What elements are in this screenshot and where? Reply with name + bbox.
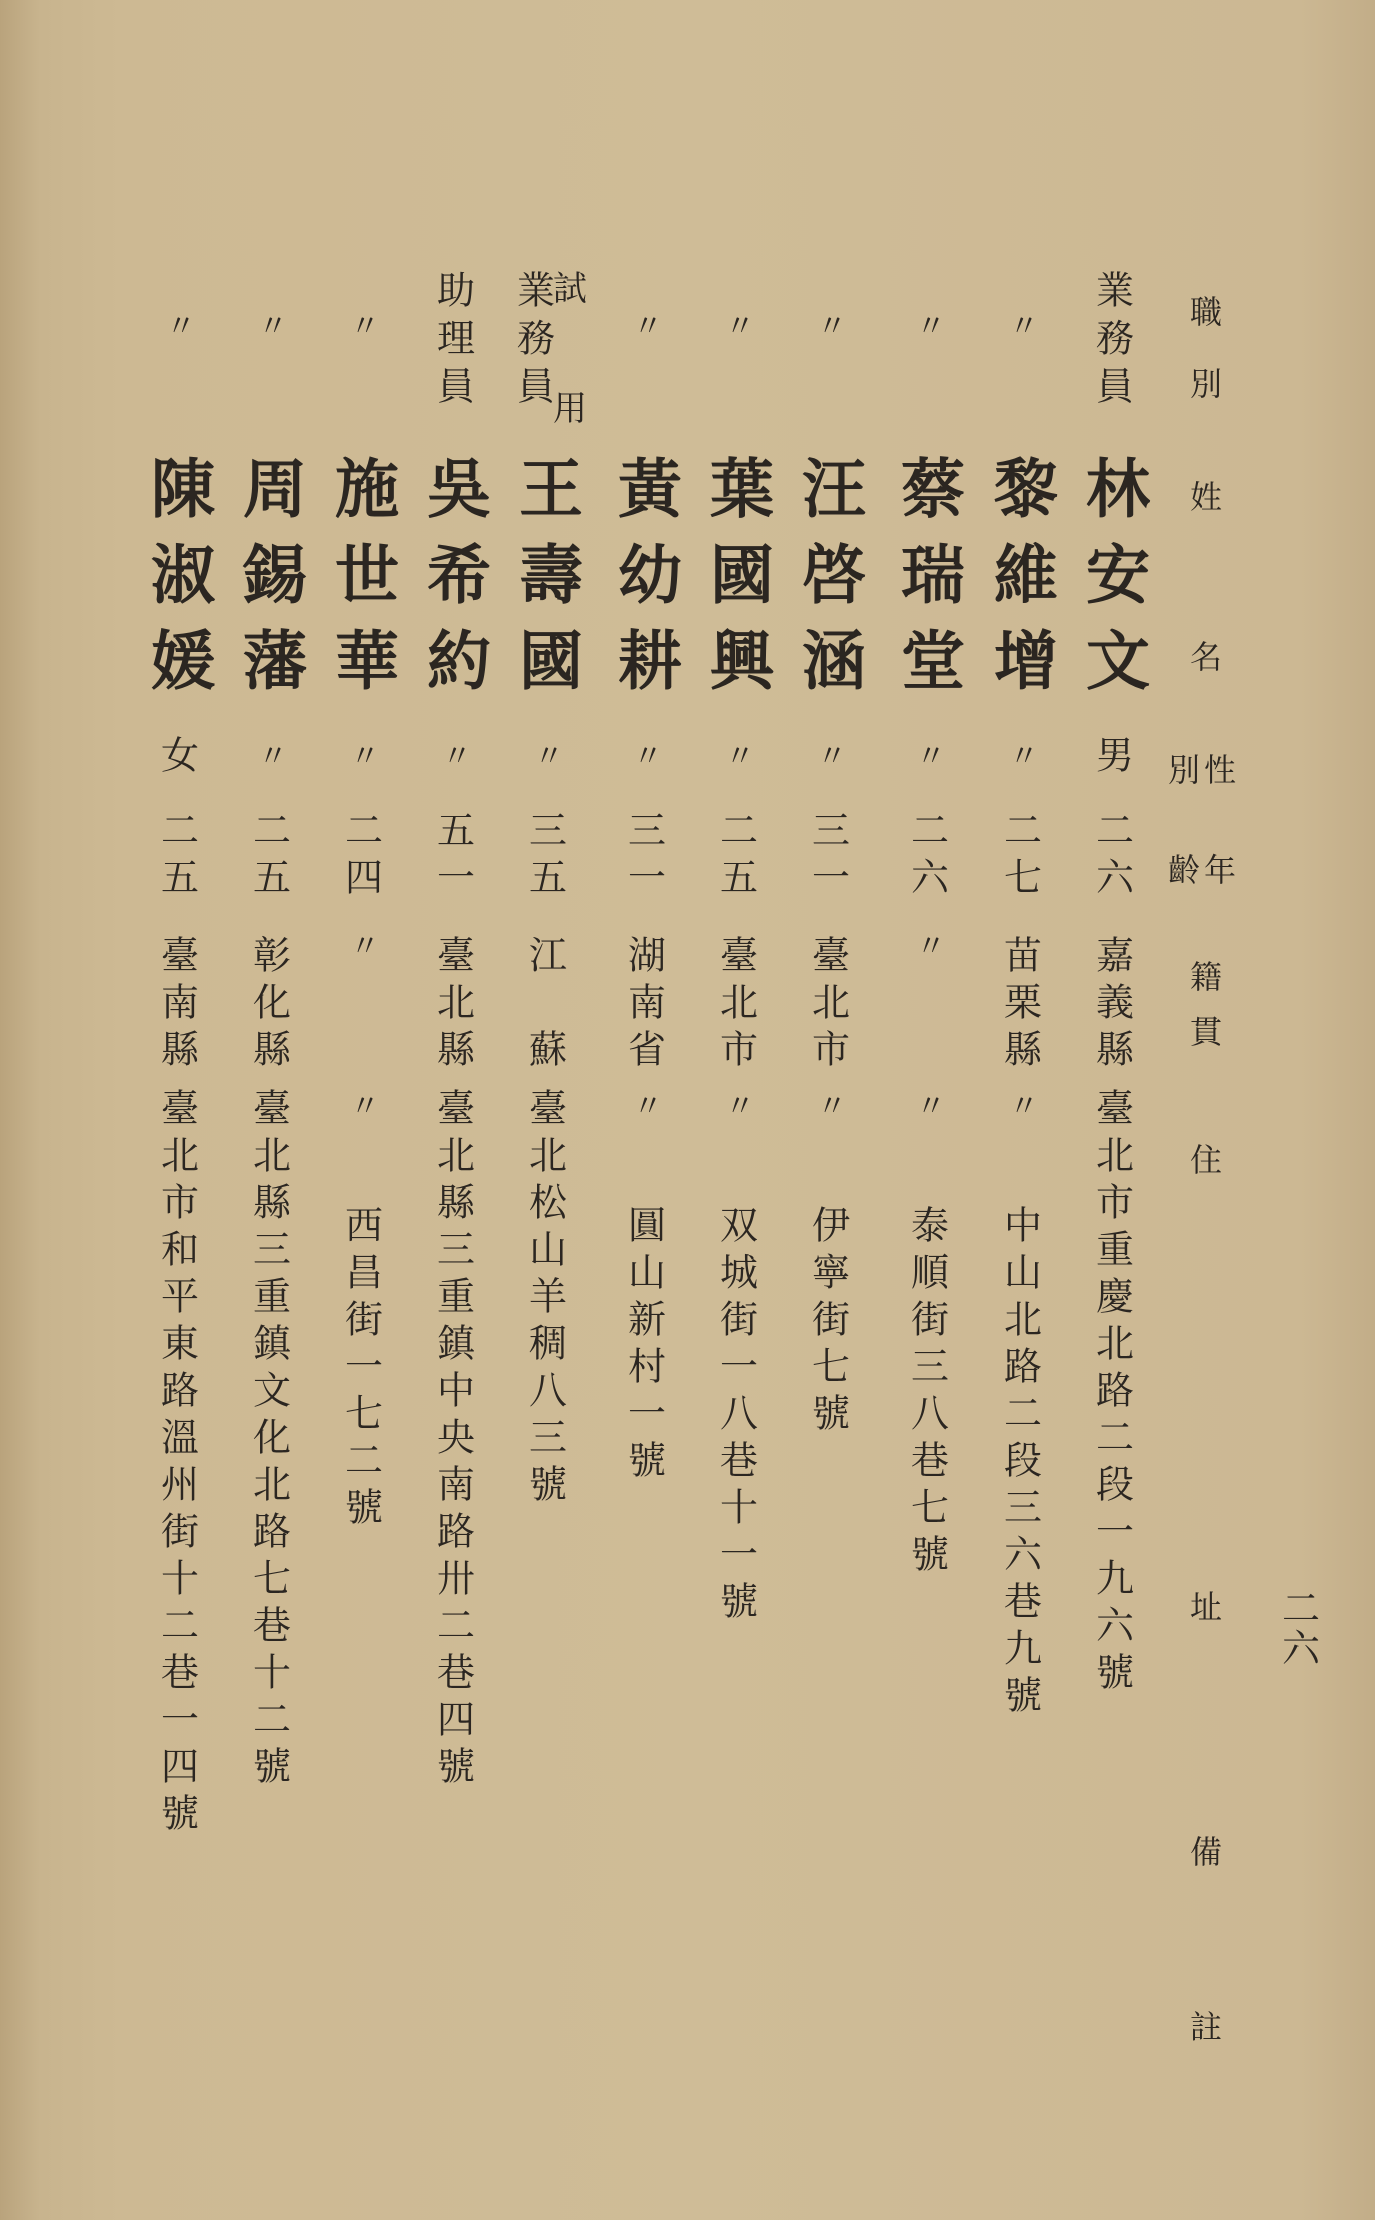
native-place: 江 蘇 [522, 935, 567, 1076]
address-ditto: 〃 [1003, 1090, 1038, 1129]
sex: 〃 [344, 740, 379, 779]
name: 陳淑媛 [140, 455, 215, 713]
sex: 〃 [528, 740, 563, 779]
sex: 〃 [719, 740, 754, 779]
age: 二五 [154, 810, 199, 904]
job-title: 〃 [627, 310, 662, 350]
name: 周錫藩 [232, 455, 307, 713]
name: 葉國興 [699, 455, 774, 713]
header-age: 年齡 [1167, 851, 1241, 889]
sex: 〃 [811, 740, 846, 779]
sex: 〃 [1003, 740, 1038, 779]
age: 二五 [246, 810, 291, 904]
address: 臺北縣三重鎮中央南路卅二巷四號 [430, 1088, 475, 1793]
address-ditto: 〃 [719, 1090, 754, 1129]
sex: 男 [1089, 735, 1134, 782]
header-native-1: 籍 [1185, 960, 1223, 996]
address-ditto: 〃 [344, 1090, 379, 1129]
job-title: 〃 [160, 310, 195, 350]
header-address-2: 址 [1185, 1590, 1223, 1626]
name: 吳希約 [416, 455, 491, 713]
address: 臺北市重慶北路二段一九六號 [1089, 1088, 1134, 1699]
address-ditto: 〃 [910, 1090, 945, 1129]
address: 臺北松山羊稠八三號 [522, 1088, 567, 1511]
age: 三五 [522, 810, 567, 904]
job-title: 〃 [719, 310, 754, 350]
job-title: 業務員 [1089, 270, 1134, 414]
job-title: 〃 [1003, 310, 1038, 350]
age: 五一 [430, 810, 475, 904]
job-title: 〃 [811, 310, 846, 350]
sex: 〃 [436, 740, 471, 779]
job-note: 試 [546, 270, 587, 314]
address: 西昌街一七二號 [338, 1205, 383, 1534]
job-title: 〃 [910, 310, 945, 350]
name: 王壽國 [508, 455, 583, 713]
header-job: 職別 [1185, 295, 1223, 439]
header-name-2: 名 [1185, 640, 1223, 676]
address-ditto: 〃 [811, 1090, 846, 1129]
native-place: 臺北市 [805, 935, 850, 1076]
address: 臺北縣三重鎮文化北路七巷十二號 [246, 1088, 291, 1793]
name: 施世華 [324, 455, 399, 713]
header-native-2: 貫 [1185, 1015, 1223, 1051]
address: 泰順街三八巷七號 [904, 1205, 949, 1581]
header-sex: 性別 [1167, 751, 1241, 789]
sex: 女 [154, 735, 199, 782]
native-place: 嘉義縣 [1089, 935, 1134, 1076]
header-remarks-2: 註 [1185, 2010, 1223, 2046]
job-note: 用 [546, 390, 587, 434]
sex: 〃 [627, 740, 662, 779]
address: 圓山新村一號 [621, 1205, 666, 1487]
job-title: 助理員 [430, 270, 475, 414]
address-ditto: 〃 [627, 1090, 662, 1129]
job-title: 〃 [252, 310, 287, 350]
page-number: 二六 [1275, 1588, 1320, 1668]
name: 蔡瑞堂 [890, 455, 965, 713]
age: 三一 [621, 810, 666, 904]
native-place: 彰化縣 [246, 935, 291, 1076]
age: 三一 [805, 810, 850, 904]
address: 伊寧街七號 [805, 1205, 850, 1440]
age: 二六 [904, 810, 949, 904]
sex: 〃 [252, 740, 287, 779]
header-name-1: 姓 [1185, 480, 1223, 516]
name: 林安文 [1075, 455, 1150, 713]
address: 中山北路二段三六巷九號 [997, 1205, 1042, 1722]
name: 汪啓涵 [791, 455, 866, 713]
native-place: 臺南縣 [154, 935, 199, 1076]
job-title: 業務員 [510, 270, 555, 414]
native-place: 臺北縣 [430, 935, 475, 1076]
age: 二六 [1089, 810, 1134, 904]
name: 黎維增 [983, 455, 1058, 713]
header-remarks-1: 備 [1185, 1835, 1223, 1871]
native-place: 湖南省 [621, 935, 666, 1076]
job-title: 〃 [344, 310, 379, 350]
name: 黃幼耕 [607, 455, 682, 713]
sex: 〃 [910, 740, 945, 779]
native-place: 〃 [910, 930, 945, 969]
age: 二七 [997, 810, 1042, 904]
address: 臺北市和平東路溫州街十二巷一四號 [154, 1088, 199, 1840]
native-place: 臺北市 [713, 935, 758, 1076]
native-place: 〃 [344, 930, 379, 969]
native-place: 苗栗縣 [997, 935, 1042, 1076]
age: 二五 [713, 810, 758, 904]
header-address-1: 住 [1185, 1143, 1223, 1179]
address: 双城街一八巷十一號 [713, 1205, 758, 1628]
age: 二四 [338, 810, 383, 904]
